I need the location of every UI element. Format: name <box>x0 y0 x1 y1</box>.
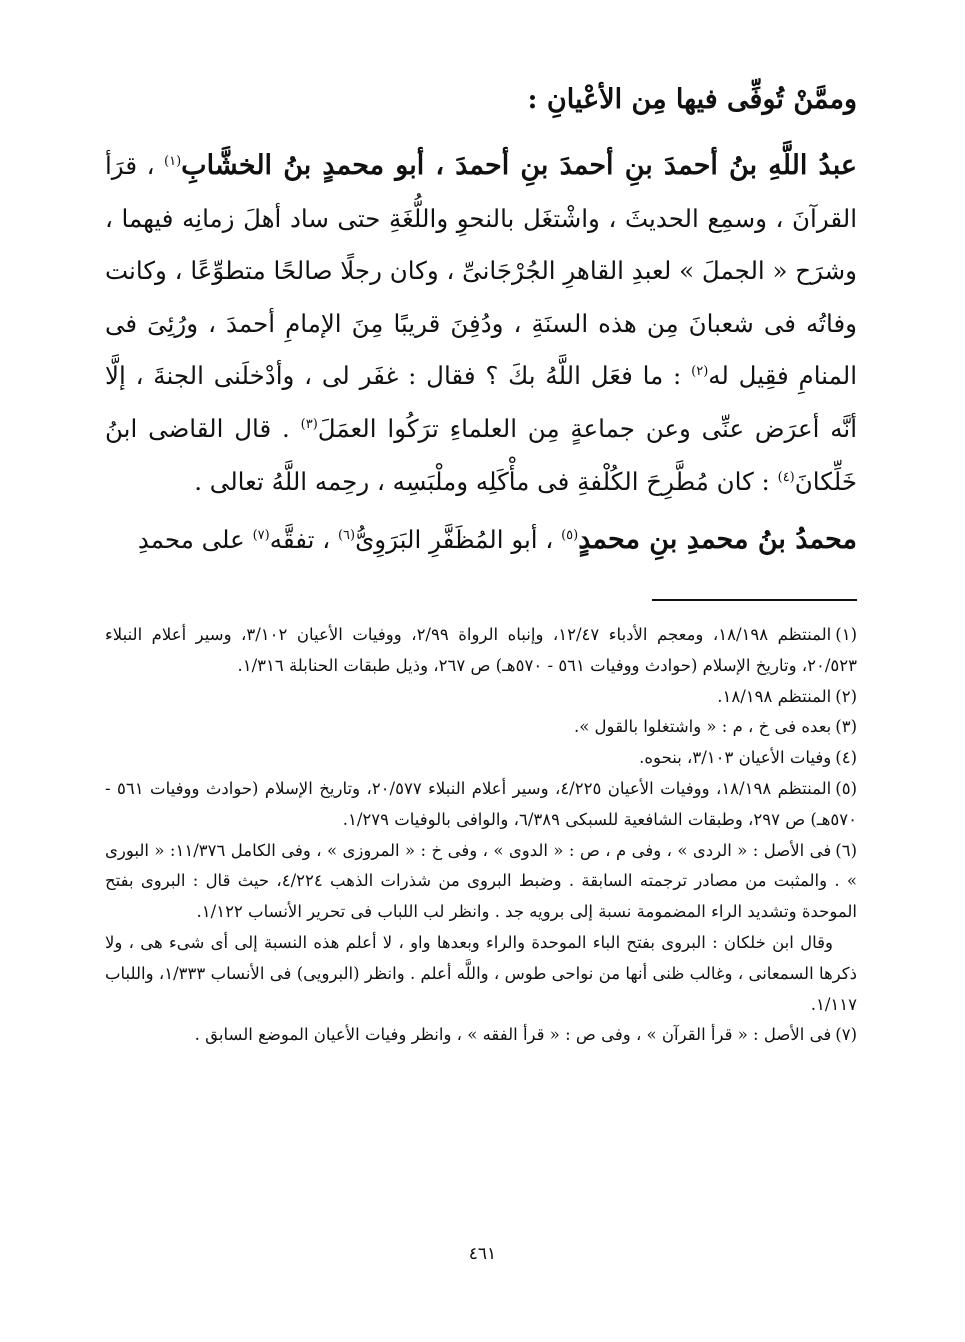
footnote-ref: (٢) <box>691 364 709 380</box>
page-number: ٤٦١ <box>468 1244 497 1264</box>
person-name: عبدُ اللَّهِ بنُ أحمدَ بنِ أحمدَ بنِ أحمدَ ، أبو محمدٍ بنُ الخشَّابِ <box>181 150 857 181</box>
footnote-text: فى الأصل : « الردى » ، وفى م ، ص : « الدوى » ، وفى خ : « المروزى » ، وفى الكامل ١١/٣٧٦: « البورى » . والمثبت من مصادر ترجمته السابقة . وضبط البروى من شذرات الذهب ٤/٢٢٤، حيث قال : البروى بفتح الموحدة وتشديد الراء المضمومة نسبة إلى برويه جد . وانظر لب اللباب فى تحرير الأنساب ١/١٢٢. <box>105 840 857 922</box>
biography-entry <box>105 514 857 567</box>
footnote-ref: (٧) <box>252 528 270 543</box>
footnote-number: (٢) <box>835 686 857 706</box>
entry-text: ، قرَأ القرآنَ ، وسمِع الحديثَ ، واشْتغَل بالنحوِ واللُّغَةِ حتى ساد أهلَ زمانِه فيهما ، وشرَح « الجملَ » لعبدِ القاهرِ الجُرْجَانىِّ ، وكان رجلًا صالحًا متطوِّعًا ، وكانت وفاتُه فى شعبانَ مِن هذه السنَةِ ، ودُفِنَ قريبًا مِنَ الإمامِ أحمدَ ، ورُئِىَ فى المنامِ فقِيل له <box>105 151 858 391</box>
person-name: محمدُ بنُ محمدِ بنِ محمدٍ <box>578 524 857 556</box>
footnote <box>105 712 857 743</box>
footnote <box>105 1020 857 1051</box>
footnote-ref: (٥) <box>561 528 579 543</box>
footnote-text: المنتظم ١٨/١٩٨، ومعجم الأدباء ١٢/٤٧، وإنباه الرواة ٢/٩٩، ووفيات الأعيان ٣/١٠٢، وسير أعلام النبلاء ٢٠/٥٢٣، وتاريخ الإسلام (حوادث ووفيات ٥٦١ - ٥٧٠هـ) ص ٢٦٧، وذيل طبقات الحنابلة ١/٣١٦. <box>105 625 857 675</box>
footnote-text: فى الأصل : « قرأ القرآن » ، وفى ص : « قرأ الفقه » ، وانظر وفيات الأعيان الموضع السابق . <box>194 1025 832 1045</box>
footnote-number: (٣) <box>835 717 857 737</box>
footnote <box>105 620 857 682</box>
main-text <box>105 140 857 567</box>
footnote <box>105 774 857 836</box>
entry-text: : ما فعَل اللَّهُ بكَ ؟ فقال : غفَر لى ، وأدْخلَنى الجنةَ ، إلَّا أنَّه أعرَض عنِّى وعن جماعةٍ مِن العلماءِ ترَكُوا العمَلَ <box>105 361 857 443</box>
entry-text: . قال القاضى ابنُ خَلِّكانَ <box>105 413 857 496</box>
footnote <box>105 682 857 713</box>
footnote-number: (٧) <box>835 1025 857 1045</box>
footnote <box>105 743 857 774</box>
footnote-text: المنتظم ١٨/١٩٨، ووفيات الأعيان ٤/٢٢٥، وسير أعلام النبلاء ٢٠/٥٧٧، وتاريخ الإسلام (حوادث ووفيات ٥٦١ - ٥٧٠هـ) ص ٢٩٧، وطبقات الشافعية للسبكى ٦/٣٨٩، والوافى بالوفيات ١/٢٧٩. <box>105 778 857 829</box>
footnote-number: (٥) <box>835 778 858 798</box>
footnote-text: وقال ابن خلكان : البروى بفتح الباء الموحدة والراء وبعدها واو ، لا أعلم هذه النسبة إلى أى شىء هى ، ولا ذكرها السمعانى ، وغالب ظنى أنها من نواحى طوس ، واللَّه أعلم . وانظر (البرويى) فى الأنساب ١/٣٣٣، واللباب ١/١١٧. <box>105 932 858 1014</box>
section-heading: وممَّنْ تُوفِّى فيها مِن الأعْيانِ : <box>527 84 857 115</box>
footnote-number: (٤) <box>835 748 857 768</box>
footnote-divider <box>652 599 857 601</box>
footnote-number: (٦) <box>835 840 857 860</box>
entry-text: ، تفقَّه <box>269 525 338 555</box>
footnote-continuation <box>105 928 857 1020</box>
biography-entry <box>105 140 857 508</box>
footnote-ref: (١) <box>164 153 182 169</box>
footnotes <box>105 620 857 1051</box>
entry-text: ، أبو المُظَفَّرِ البَرَوِىُّ <box>355 525 562 555</box>
entry-text: على محمدِ <box>137 525 253 555</box>
footnote-number: (١) <box>835 625 857 644</box>
footnote-text: المنتظم ١٨/١٩٨. <box>717 686 832 706</box>
footnote-ref: (٤) <box>777 469 795 485</box>
entry-text: : كان مُطَّرِحَ الكُلْفةِ فى مأْكَلِه وملْبَسِه ، رحِمه اللَّهُ تعالى . <box>194 466 778 496</box>
footnote-text: بعده فى خ ، م : « واشتغلوا بالقول ». <box>573 717 832 737</box>
footnote-ref: (٦) <box>337 528 356 543</box>
footnote-ref: (٣) <box>300 416 318 432</box>
footnote-text: وفيات الأعيان ٣/١٠٣، بنحوه. <box>639 748 832 768</box>
footnote <box>105 836 857 928</box>
